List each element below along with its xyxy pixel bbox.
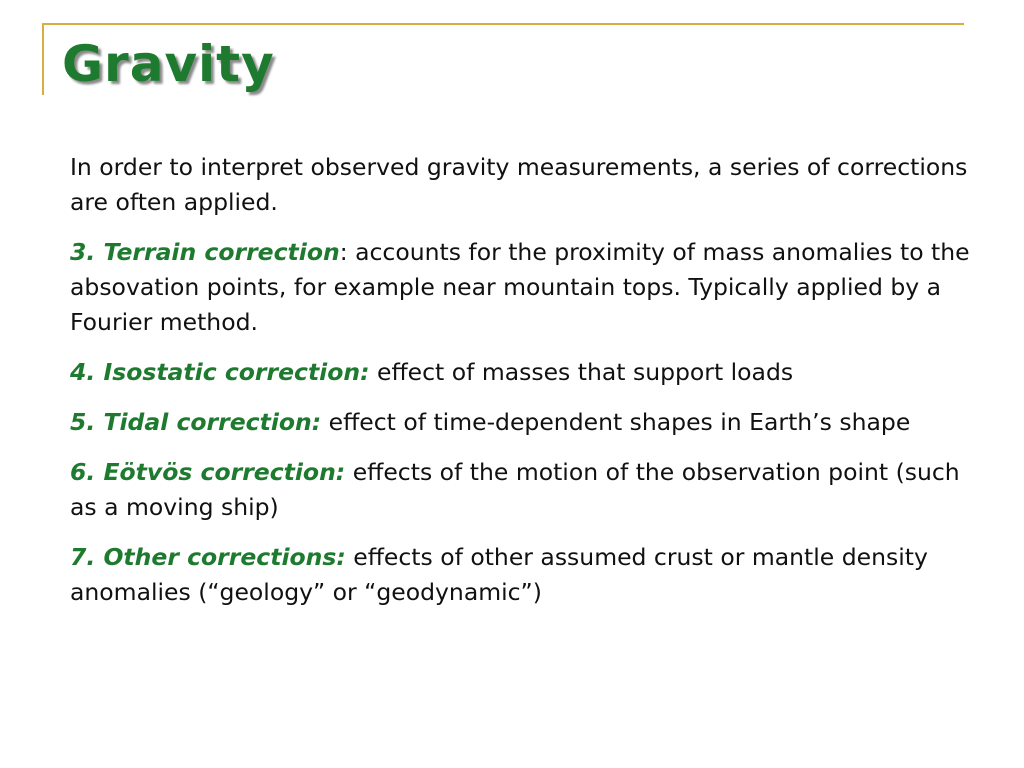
intro-paragraph: In order to interpret observed gravity measurements, a series of corrections are often applied. [70, 153, 968, 216]
correction-description: effect of time-dependent shapes in Earth’s shape [328, 408, 911, 436]
correction-item-isostatic [70, 355, 970, 390]
correction-description: effects of the motion of the observation point (such as a moving ship) [70, 458, 960, 521]
correction-term: 4. Isostatic correction: [70, 358, 370, 386]
correction-term: 3. Terrain correction [70, 238, 340, 266]
correction-separator [321, 408, 328, 436]
correction-item-other [70, 540, 970, 610]
correction-term: 5. Tidal correction: [70, 408, 322, 436]
correction-description: accounts for the proximity of mass anomalies to the absovation points, for example near mountain tops. Typically applied by a Fourier method. [70, 238, 970, 336]
slide-title: Gravity [62, 35, 275, 93]
slide-body [70, 150, 970, 625]
correction-description: effects of other assumed crust or mantle density anomalies (“geology” or “geodynamic”) [70, 543, 928, 606]
correction-term: 7. Other corrections: [70, 543, 346, 571]
correction-separator [345, 458, 352, 486]
title-frame-top-rule [42, 23, 964, 25]
correction-separator: : [339, 238, 356, 266]
correction-item-tidal [70, 405, 970, 440]
correction-term: 6. Eötvös correction: [70, 458, 346, 486]
correction-item-terrain [70, 235, 970, 340]
correction-item-eotvos [70, 455, 970, 525]
title-frame-left-rule [42, 23, 44, 95]
correction-description: effect of masses that support loads [376, 358, 794, 386]
correction-separator [370, 358, 377, 386]
